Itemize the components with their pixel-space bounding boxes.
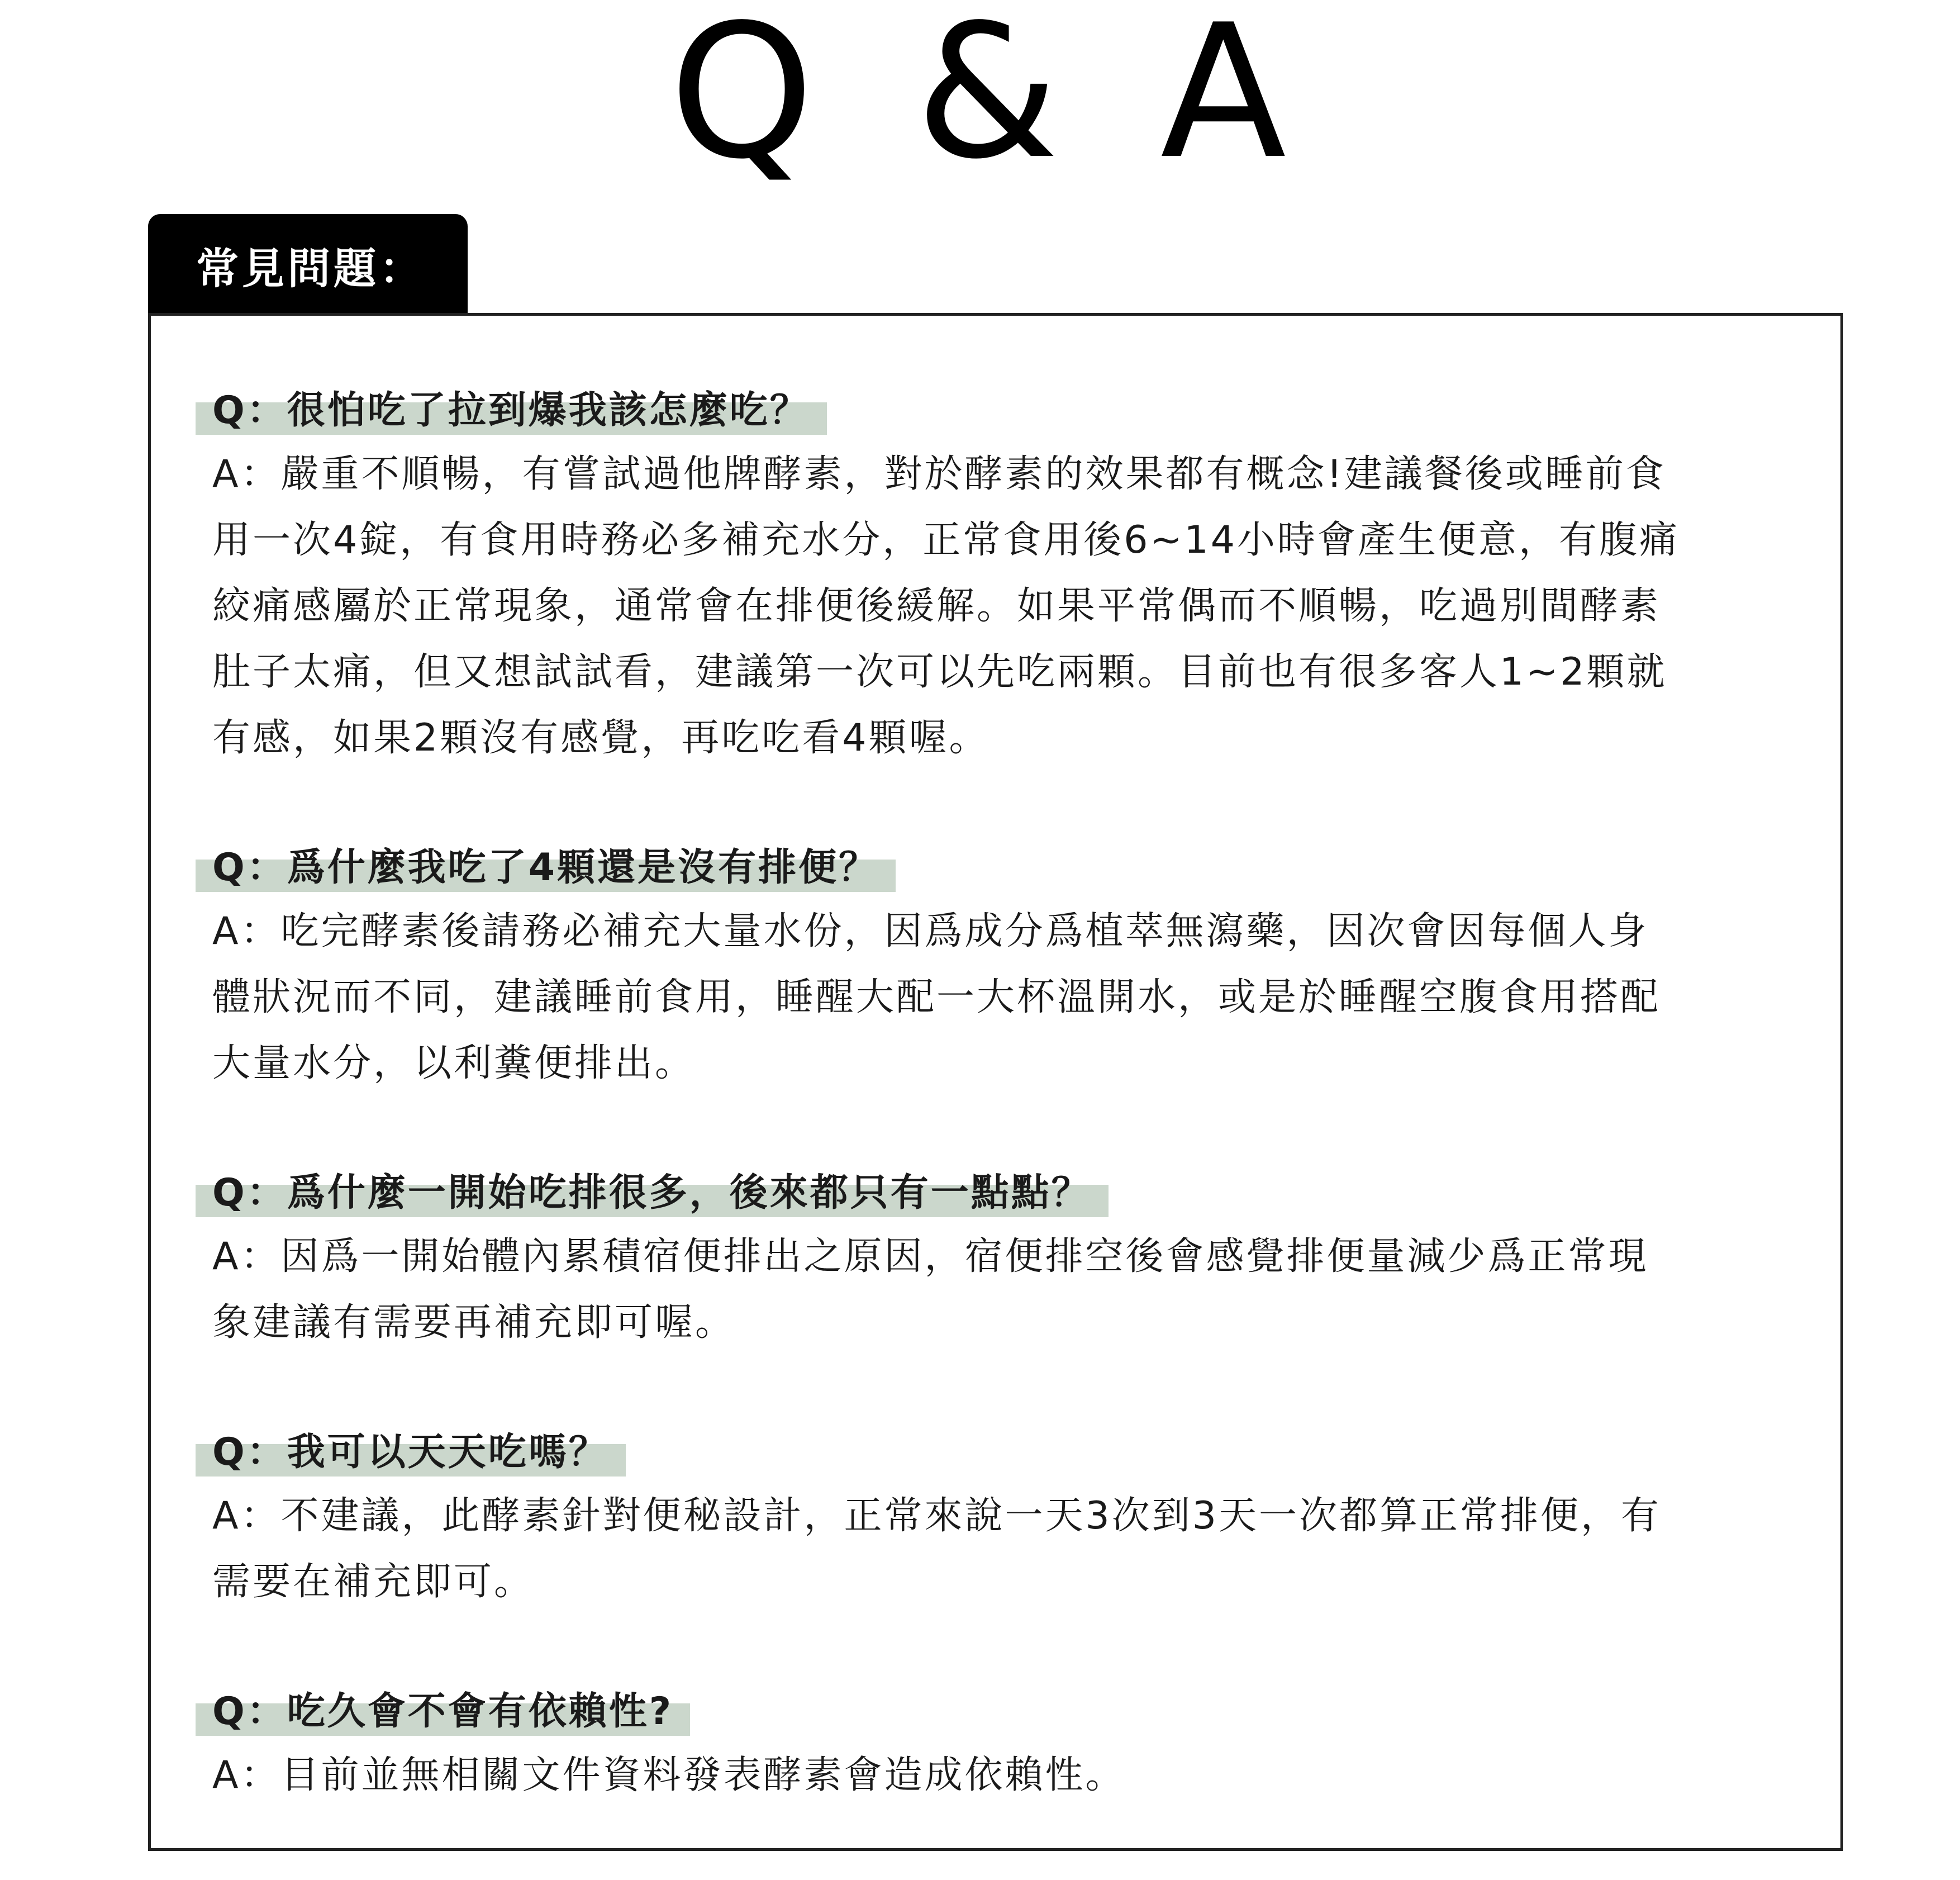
faq-question-4: Q：我可以天天吃嗎？ [212, 1422, 619, 1483]
faq-item-3 [212, 1162, 1754, 1356]
faq-list [212, 380, 1754, 1808]
page-title: Q & A [669, 0, 1291, 200]
faq-question-1: Q：很怕吃了拉到爆我該怎麼吃？ [212, 380, 820, 441]
faq-item-5 [212, 1681, 1754, 1808]
faq-answer-5: A：目前並無相關文件資料發表酵素會造成依賴性。 [212, 1753, 1126, 1797]
faq-question-3: Q：爲什麼一開始吃排很多，後來都只有一點點？ [212, 1162, 1102, 1224]
faq-section-tab [148, 214, 468, 316]
faq-question-2: Q：爲什麼我吃了4顆還是沒有排便？ [212, 837, 889, 899]
faq-item-1 [212, 380, 1754, 771]
faq-answer-2: A：吃完酵素後請務必補充大量水份，因爲成分爲植萃無瀉藥，因次會因每個人身 體狀況而不同，建議睡前食用，睡醒大配一大杯溫開水，或是於睡醒空腹食用搭配 大量水分，以利糞便排出。 [212, 909, 1661, 1085]
faq-question-5: Q：吃久會不會有依賴性? [212, 1681, 683, 1743]
faq-section-label: 常見問題： [196, 243, 425, 293]
faq-answer-4: A：不建議，此酵素針對便秘設計，正常來說一天3次到3天一次都算正常排便，有 需要在補充即可。 [212, 1494, 1662, 1604]
faq-item-4 [212, 1422, 1754, 1615]
faq-item-2 [212, 837, 1754, 1096]
faq-answer-3: A：因爲一開始體內累積宿便排出之原因，宿便排空後會感覺排便量減少爲正常現 象建議有需要再補充即可喔。 [212, 1235, 1649, 1345]
faq-answer-1: A：嚴重不順暢，有嘗試過他牌酵素，對於酵素的效果都有概念!建議餐後或睡前食 用一次4錠，有食用時務必多補充水分，正常食用後6~14小時會產生便意，有腹痛 絞痛感屬於正常現象，通常會在排便後緩解。如果平常偶而不順暢，吃過別間酵素 肚子太痛，但又想試試看，建議第一次可以先吃兩顆。目前也有很多客人1~2顆就 有感，如果2顆沒有感覺，再吃吃看4顆喔。 [212, 452, 1680, 760]
